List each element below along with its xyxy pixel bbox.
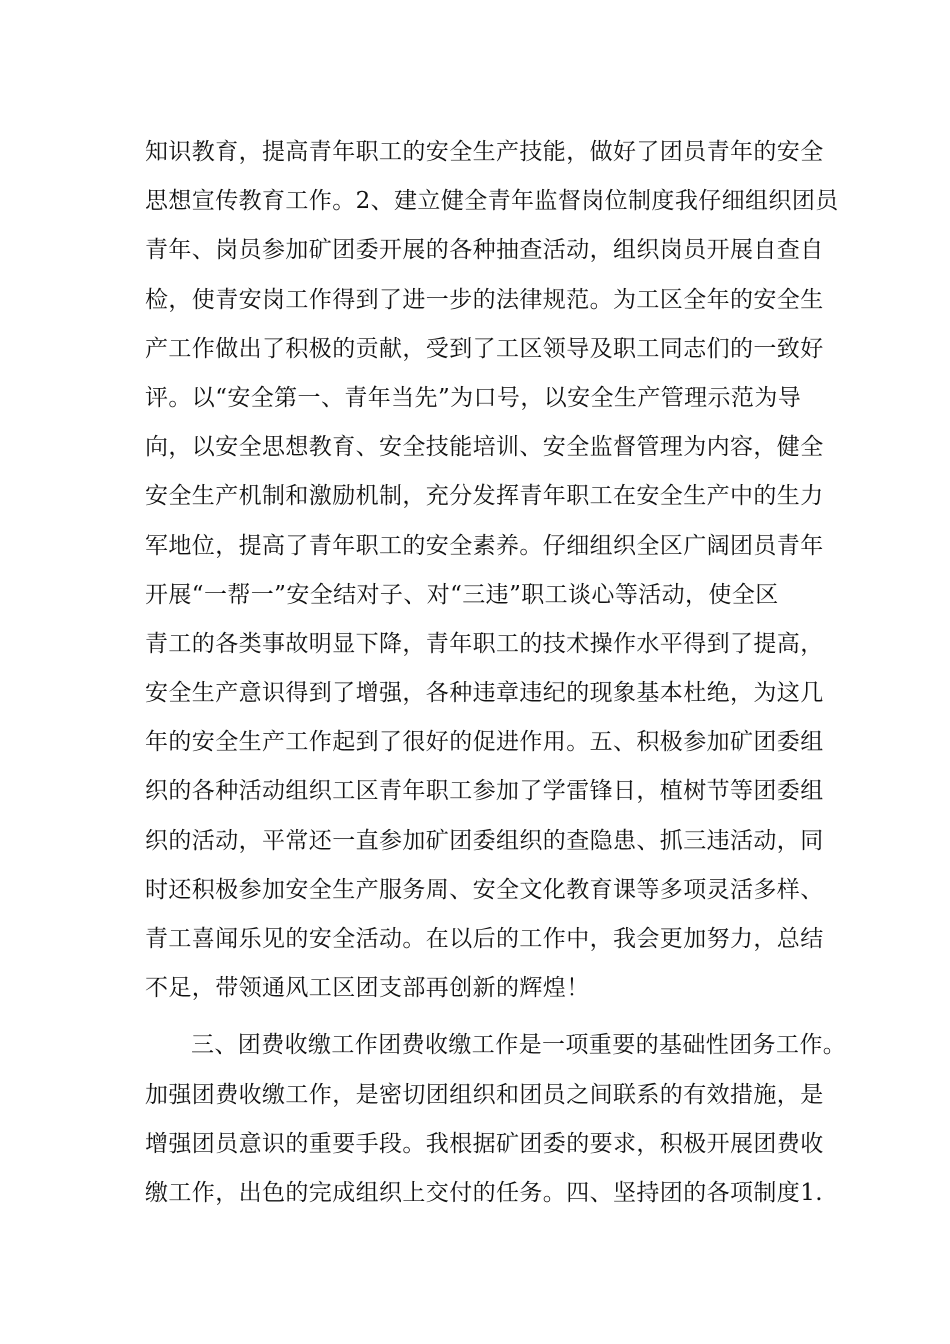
text-line: 三、团费收缴工作团费收缴工作是一项重要的基础性团务工作。 bbox=[191, 1032, 847, 1059]
text-line: 织的活动，平常还一直参加矿团委组织的查隐患、抓三违活动，同 bbox=[145, 827, 824, 854]
text-line: 安全生产机制和激励机制，充分发挥青年职工在安全生产中的生力 bbox=[145, 483, 824, 510]
paragraph-1 bbox=[145, 128, 839, 1013]
text-line: 检，使青安岗工作得到了进一步的法律规范。为工区全年的安全生 bbox=[145, 286, 824, 313]
text-line: 织的各种活动组织工区青年职工参加了学雷锋日，植树节等团委组 bbox=[145, 778, 824, 805]
text-line: 青工的各类事故明显下降，青年职工的技术操作水平得到了提高， bbox=[145, 630, 824, 657]
text-line: 时还积极参加安全生产服务周、安全文化教育课等多项灵活多样、 bbox=[145, 876, 824, 903]
text-line: 军地位，提高了青年职工的安全素养。仔细组织全区广阔团员青年 bbox=[145, 532, 824, 559]
text-line: 向，以安全思想教育、安全技能培训、安全监督管理为内容，健全 bbox=[145, 434, 824, 461]
paragraph-spacer bbox=[145, 1013, 815, 1021]
body-text bbox=[145, 128, 847, 1218]
text-line: 思想宣传教育工作。2、建立健全青年监督岗位制度我仔细组织团员 bbox=[145, 188, 839, 215]
text-line: 增强团员意识的重要手段。我根据矿团委的要求，积极开展团费收 bbox=[145, 1130, 824, 1157]
text-line: 青年、岗员参加矿团委开展的各种抽查活动，组织岗员开展自查自 bbox=[145, 237, 824, 264]
text-line: 年的安全生产工作起到了很好的促进作用。五、积极参加矿团委组 bbox=[145, 729, 824, 756]
text-line: 评。以“安全第一、青年当先”为口号，以安全生产管理示范为导 bbox=[145, 384, 802, 411]
text-line: 安全生产意识得到了增强，各种违章违纪的现象基本杜绝，为这几 bbox=[145, 680, 824, 707]
text-line: 缴工作，出色的完成组织上交付的任务。四、坚持团的各项制度1. bbox=[145, 1179, 823, 1206]
text-line: 不足，带领通风工区团支部再创新的辉煌！ bbox=[145, 975, 590, 1002]
text-line: 产工作做出了积极的贡献，受到了工区领导及职工同志们的一致好 bbox=[145, 335, 824, 362]
text-line: 青工喜闻乐见的安全活动。在以后的工作中，我会更加努力，总结 bbox=[145, 926, 824, 952]
paragraph-2 bbox=[145, 1021, 847, 1218]
text-line: 加强团费收缴工作，是密切团组织和团员之间联系的有效措施，是 bbox=[145, 1081, 824, 1108]
text-line: 开展“一帮一”安全结对子、对“三违”职工谈心等活动，使全区 bbox=[145, 581, 779, 608]
text-line: 知识教育，提高青年职工的安全生产技能，做好了团员青年的安全 bbox=[145, 139, 824, 165]
